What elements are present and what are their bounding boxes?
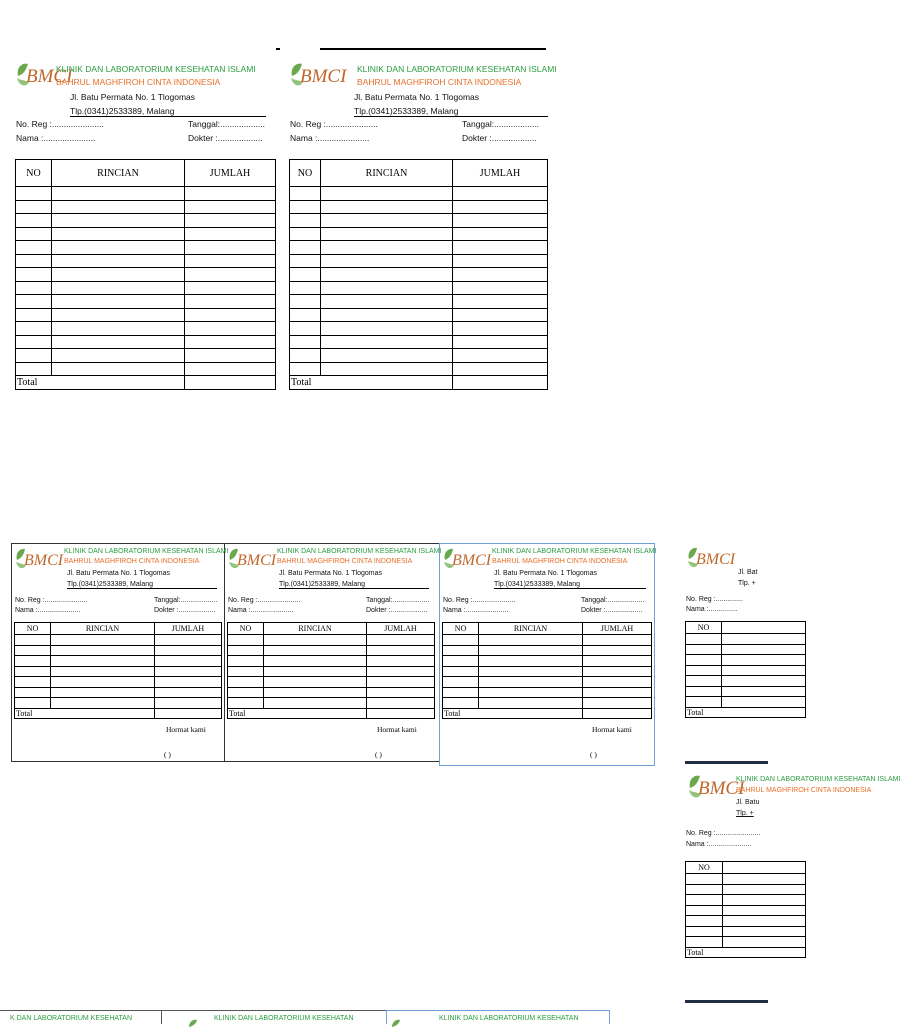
svg-text:BMCI: BMCI <box>24 552 64 569</box>
total-label: Total <box>686 707 806 717</box>
col-jumlah-header: JUMLAH <box>453 160 548 187</box>
nama-field: Nama :...................... <box>15 607 81 614</box>
divider-line-top <box>320 48 546 50</box>
no-reg-field: No. Reg :...................... <box>228 597 301 604</box>
tanggal-field: Tanggal:................... <box>154 597 218 604</box>
clinic-name-line2: BAHRUL MAGHFIROH CINTA INDONESIA <box>56 77 221 87</box>
clinic-phone: Tlp.(0341)2533389, Malang <box>67 581 217 589</box>
col-no-header: NO <box>686 862 723 874</box>
col-no-header: NO <box>443 623 479 635</box>
col-jumlah-header: JUMLAH <box>155 623 222 635</box>
items-table <box>685 861 806 958</box>
leaf-icon <box>188 1019 198 1027</box>
hormat-kami-label: Hormat kami <box>592 725 632 734</box>
receipt-slip-bottom-1-partial <box>0 1010 162 1024</box>
clinic-logo <box>14 546 70 572</box>
clinic-name-line1: KLINIK DAN LABORATORIUM KESEHATAN ISLAMI <box>277 548 442 555</box>
clinic-address: Jl. Batu Permata No. 1 Tlogomas <box>279 570 382 577</box>
tanggal-field: Tanggal:................... <box>462 119 540 129</box>
total-label: Total <box>16 376 185 390</box>
tanggal-field: Tanggal:................... <box>188 119 266 129</box>
receipt-slip-top-right <box>288 58 557 394</box>
clinic-name-line1: KLINIK DAN LABORATORIUM KESEHATAN <box>214 1015 354 1022</box>
clinic-name-line1: KLINIK DAN LABORATORIUM KESEHATAN ISLAMI <box>357 64 557 74</box>
receipt-slip-top-left <box>14 58 276 394</box>
col-jumlah-header: JUMLAH <box>367 623 435 635</box>
svg-text:BMCI: BMCI <box>452 552 492 569</box>
no-reg-field: No. Reg :...................... <box>16 119 104 129</box>
svg-text:BMCI: BMCI <box>696 551 736 568</box>
col-no-header: NO <box>15 623 51 635</box>
receipt-slip-right-partial <box>684 770 900 970</box>
svg-text:BMCI: BMCI <box>26 66 73 87</box>
col-rincian-header: RINCIAN <box>321 160 453 187</box>
clinic-address: Jl. Batu <box>736 799 760 806</box>
nama-field: Nama :...................... <box>686 841 752 848</box>
dokter-field: Dokter :................... <box>581 607 643 614</box>
col-jumlah-header: JUMLAH <box>185 160 276 187</box>
nama-field: Nama :...................... <box>443 607 509 614</box>
clinic-name-line1: KLINIK DAN LABORATORIUM KESEHATAN ISLAMI <box>64 548 229 555</box>
signature-brackets: ( ) <box>375 750 382 759</box>
col-rincian-header: RINCIAN <box>479 623 583 635</box>
clinic-address: Jl. Bat <box>738 569 758 576</box>
nama-field: Nama :...................... <box>16 133 96 143</box>
clinic-name-line1: KLINIK DAN LABORATORIUM KESEHATAN ISLAMI <box>736 776 900 783</box>
no-reg-field: No. Reg :....................... <box>686 830 761 837</box>
total-label: Total <box>686 947 806 957</box>
clinic-phone: Tlp.(0341)2533389, Malang <box>70 106 266 117</box>
clinic-name-line1: KLINIK DAN LABORATORIUM KESEHATAN ISLAMI <box>492 548 657 555</box>
clinic-logo <box>686 545 742 571</box>
clinic-address: Jl. Batu Permata No. 1 Tlogomas <box>354 92 480 102</box>
receipt-slip-bottom-3-partial <box>386 1010 610 1024</box>
no-reg-field: No. Reg :...................... <box>15 597 88 604</box>
receipt-slip-bottom-2-partial <box>162 1010 386 1024</box>
clinic-phone: Tlp.(0341)2533389, Malang <box>279 581 429 589</box>
no-reg-field: No. Reg :...................... <box>290 119 378 129</box>
divider-line-right-1 <box>685 761 768 764</box>
col-no-header: NO <box>228 623 264 635</box>
clinic-name-line2: BAHRUL MAGHFIROH CINTA INDONESIA <box>64 558 200 565</box>
col-no-header: NO <box>16 160 52 187</box>
clinic-name-line2: BAHRUL MAGHFIROH CINTA INDONESIA <box>492 558 628 565</box>
clinic-name-line2: BAHRUL MAGHFIROH CINTA INDONESIA <box>277 558 413 565</box>
clinic-phone: Tlp. + <box>738 580 756 587</box>
clinic-name-line1: K DAN LABORATORIUM KESEHATAN <box>10 1015 133 1022</box>
nama-field: Nama :............... <box>686 606 738 613</box>
nama-field: Nama :...................... <box>290 133 370 143</box>
no-reg-field: No. Reg :.............. <box>686 596 743 603</box>
nama-field: Nama :...................... <box>228 607 294 614</box>
hormat-kami-label: Hormat kami <box>377 725 417 734</box>
col-no-header: NO <box>686 622 722 634</box>
clinic-logo <box>442 546 498 572</box>
receipt-slip-middle-3 <box>439 543 655 766</box>
divider-line-right-2 <box>685 1000 768 1003</box>
items-table <box>289 159 548 390</box>
clinic-name-line1: KLINIK DAN LABORATORIUM KESEHATAN ISLAMI <box>56 64 256 74</box>
col-rincian-header: RINCIAN <box>51 623 155 635</box>
col-jumlah-header: JUMLAH <box>583 623 652 635</box>
dokter-field: Dokter :................... <box>188 133 263 143</box>
receipt-slip-middle-1 <box>11 543 229 762</box>
svg-text:BMCI: BMCI <box>698 778 745 799</box>
clinic-logo <box>288 60 348 90</box>
dokter-field: Dokter :................... <box>462 133 537 143</box>
tanggal-field: Tanggal:................... <box>366 597 430 604</box>
clinic-name-line2: BAHRUL MAGHFIROH CINTA INDONESIA <box>736 787 872 794</box>
signature-brackets: ( ) <box>590 750 597 759</box>
col-no-header: NO <box>290 160 321 187</box>
clinic-logo <box>227 546 283 572</box>
clinic-address: Jl. Batu Permata No. 1 Tlogomas <box>67 570 170 577</box>
clinic-address: Jl. Batu Permata No. 1 Tlogomas <box>70 92 196 102</box>
items-table <box>227 622 435 719</box>
no-reg-field: No. Reg :...................... <box>443 597 516 604</box>
clinic-phone: Tlp.(0341)2533389, Malang <box>494 581 646 589</box>
clinic-address: Jl. Batu Permata No. 1 Tlogomas <box>494 570 597 577</box>
hormat-kami-label: Hormat kami <box>166 725 206 734</box>
col-rincian-header: RINCIAN <box>264 623 367 635</box>
receipt-slip-middle-4-partial <box>684 543 768 723</box>
items-table <box>685 621 806 718</box>
items-table <box>442 622 652 719</box>
signature-brackets: ( ) <box>164 750 171 759</box>
clinic-phone: Tlp. + <box>736 810 754 817</box>
total-label: Total <box>443 708 583 718</box>
leaf-icon <box>391 1019 401 1027</box>
total-label: Total <box>228 708 367 718</box>
receipt-slip-middle-2 <box>225 543 442 762</box>
dokter-field: Dokter :................... <box>154 607 216 614</box>
clinic-phone: Tlp.(0341)2533389, Malang <box>354 106 548 117</box>
total-label: Total <box>290 376 453 390</box>
col-rincian-header: RINCIAN <box>52 160 185 187</box>
total-label: Total <box>15 708 155 718</box>
dokter-field: Dokter :................... <box>366 607 428 614</box>
items-table <box>14 622 222 719</box>
svg-text:BMCI: BMCI <box>237 552 277 569</box>
clinic-name-line2: BAHRUL MAGHFIROH CINTA INDONESIA <box>357 77 522 87</box>
tanggal-field: Tanggal:................... <box>581 597 645 604</box>
items-table <box>15 159 276 390</box>
svg-text:BMCI: BMCI <box>300 66 347 87</box>
clinic-name-line1: KLINIK DAN LABORATORIUM KESEHATAN <box>439 1015 579 1022</box>
divider-dash <box>276 48 280 50</box>
